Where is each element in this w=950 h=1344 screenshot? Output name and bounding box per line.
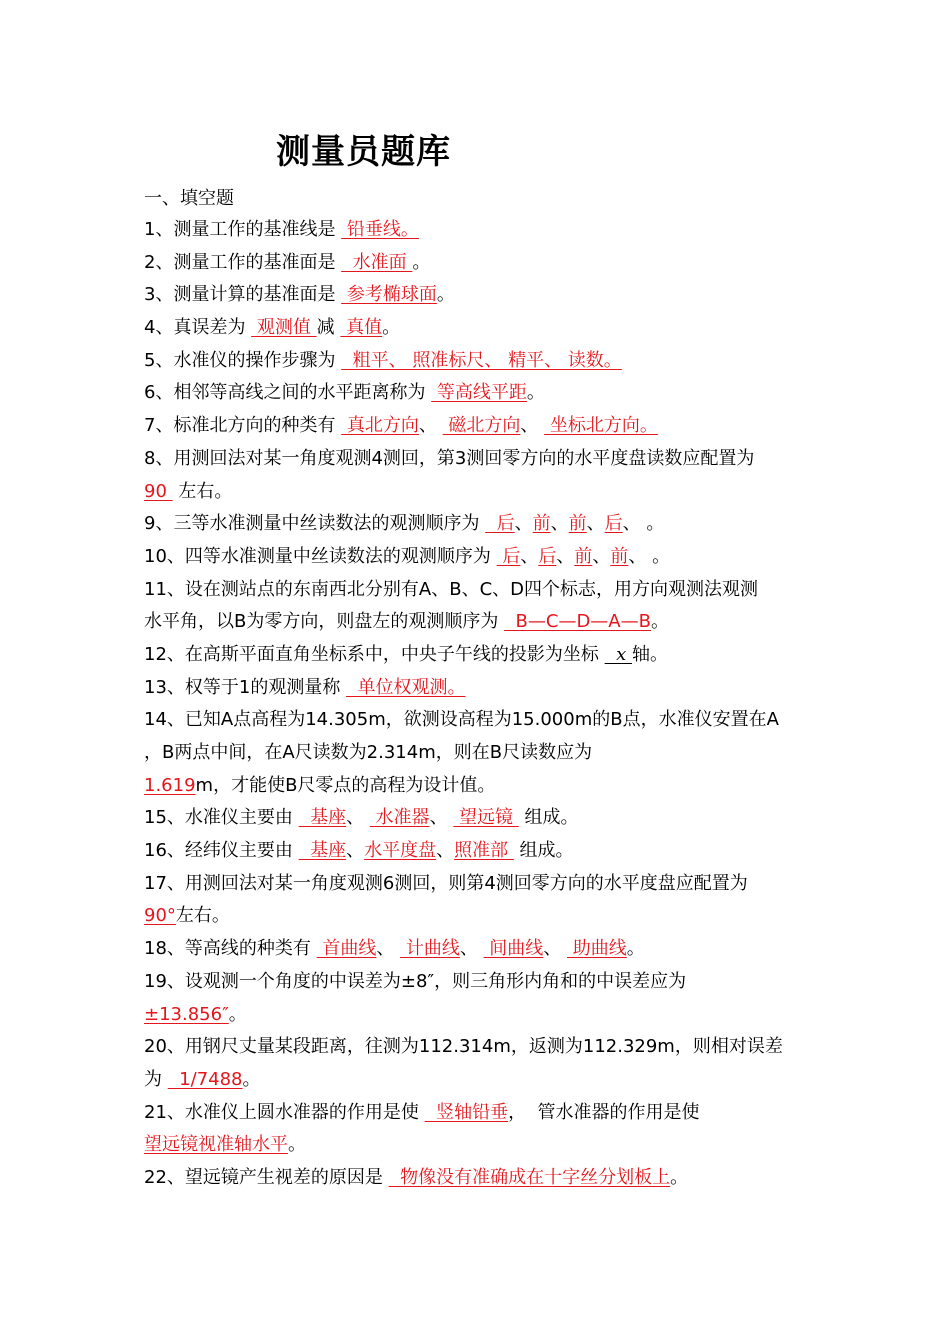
question-text: 、 [556,545,575,567]
question-text: 、 [520,545,539,567]
question-text: 、 [459,938,484,960]
answer-text: 助曲线 [567,938,627,960]
question-text: 、 [543,938,568,960]
question-text: 18、等高线的种类有 [144,938,317,960]
question-text: 12、在高斯平面直角坐标系中，中央子午线的投影为坐标 [144,643,605,665]
question-text: 、 [514,513,533,535]
answer-text: ±13.856″ [144,1003,229,1025]
variable-x: x [604,643,632,665]
question-text: 3、测量计算的基准面是 [144,284,342,306]
answer-text: 竖轴铅垂 [424,1101,509,1123]
question-text: ， 管水准器的作用是使 [508,1101,700,1123]
question-text: 、 [550,513,569,535]
question-line [144,541,844,574]
question-text: 6、相邻等高线之间的水平距离称为 [144,382,432,404]
question-text: 4、真误差为 [144,317,252,339]
question-text: 15、水准仪主要由 [144,807,299,829]
answer-text: 后 [604,513,623,535]
question-text: 、 [520,415,545,437]
question-text: 。 [526,382,545,404]
question-text: 。 [626,938,645,960]
answer-text: 望远镜视准轴水平 [144,1134,288,1156]
question-line [144,279,844,312]
answer-text: 水平度盘 [364,840,437,862]
answer-text: 1.619 [144,774,196,796]
answer-text: 照准部 [454,840,514,862]
question-line [144,1129,844,1162]
question-line [144,966,844,999]
question-text: 1、测量工作的基准线是 [144,219,342,240]
question-text: 水平角，以B为零方向，则盘左的观测顺序为 [144,611,505,633]
question-line [144,377,844,410]
question-line [144,1064,844,1097]
question-line [144,1097,844,1130]
question-text: 19、设观测一个角度的中误差为±8″，则三角形内角和的中误差应为 [144,970,687,992]
question-text: 轴。 [631,643,668,665]
question-text: 、 [592,545,611,567]
answer-text: 1/7488 [167,1068,243,1090]
question-line [144,574,844,607]
answer-text: 前 [610,545,629,567]
question-line [144,476,844,509]
question-text: 左右。 [175,905,230,927]
question-text: 22、望远镜产生视差的原因是 [144,1166,389,1188]
question-text: 、 [586,513,605,535]
answer-text: 基座 [298,840,347,862]
answer-text: 等高线平距 [431,382,527,404]
question-text: ，B两点中间，在A尺读数为2.314m，则在B尺读数应为 [144,742,593,763]
question-text: 、 [429,807,454,829]
question-text: 、 [376,938,401,960]
question-line [144,802,844,835]
question-line [144,1162,844,1195]
question-text: m，才能使B尺零点的高程为设计值。 [195,774,496,796]
answer-text: 基座 [298,807,347,829]
answer-text: 单位权观测。 [346,676,466,698]
question-text: 5、水准仪的操作步骤为 [144,349,342,371]
answer-text: 间曲线 [483,938,544,960]
question-text: 。 [650,611,669,633]
question-text: 7、标准北方向的种类有 [144,415,342,437]
answer-text: 水准面 [341,251,413,273]
page-title: 测量员题库 [276,132,451,172]
question-text: 左右。 [172,480,233,502]
question-line [144,508,844,541]
question-text: 8、用测回法对某一角度观测4测回，第3测回零方向的水平度盘读数应配置为 [144,447,755,469]
answer-text: 真北方向 [341,415,419,437]
question-text: 。 [670,1166,689,1188]
question-text: 组成。 [513,840,574,862]
question-line [144,312,844,345]
question-text: 16、经纬仪主要由 [144,840,299,862]
answer-text: 坐标北方向。 [544,415,658,437]
question-text: 、 [418,415,443,437]
question-text: 2、测量工作的基准面是 [144,251,342,273]
question-line [144,1031,844,1064]
answer-text: 磁北方向 [442,415,521,437]
answer-text: 物像没有准确成在十字丝分划板上 [388,1166,671,1188]
question-line [144,900,844,933]
answer-text: 铅垂线。 [341,219,419,240]
question-line [144,345,844,378]
answer-text: 真值 [340,317,383,339]
answer-text: 水准器 [369,807,430,829]
question-text: 13、权等于1的观测量称 [144,676,347,698]
answer-text: 首曲线 [316,938,377,960]
question-line [144,704,844,737]
question-line [144,214,844,247]
question-text: 21、水准仪上圆水准器的作用是使 [144,1101,425,1123]
question-text: 。 [242,1068,261,1090]
answer-text: 90 [144,480,173,502]
question-line [144,868,844,901]
answer-text: 观测值 [251,317,317,339]
question-line [144,933,844,966]
question-line [144,410,844,443]
question-text: 。 [436,284,455,306]
question-line [144,443,844,476]
question-text: 17、用测回法对某一角度观测6测回，则第4测回零方向的水平度盘应配置为 [144,872,748,894]
answer-text: 前 [532,513,551,535]
question-text: 、 。 [628,545,671,567]
question-text: 为 [144,1068,168,1090]
question-list [144,214,844,1195]
question-text: 、 [346,840,365,862]
question-text: 11、设在测站点的东南西北分别有A、B、C、D四个标志，用方向观测法观测 [144,578,758,600]
question-line [144,999,844,1032]
answer-text: 后 [485,513,515,535]
section-heading: 一、填空题 [144,188,234,209]
question-text: 。 [288,1134,306,1156]
question-text: 。 [382,317,401,339]
question-line [144,737,844,770]
question-text: 14、已知A点高程为14.305m，欲测设高程为15.000m的B点，水准仪安置在A [144,709,779,731]
question-line [144,639,844,672]
answer-text: 90° [144,905,176,927]
question-text: 20、用钢尺丈量某段距离，往测为112.314m，返测为112.329m，则相对误差 [144,1036,783,1058]
answer-text: 粗平、 照准标尺、 精平、 读数。 [341,349,622,371]
question-text: 。 [228,1003,247,1025]
question-line [144,770,844,803]
question-text: 。 [412,251,431,273]
question-text: 9、三等水准测量中丝读数法的观测顺序为 [144,513,486,535]
answer-text: 参考椭球面 [341,284,437,306]
question-line [144,835,844,868]
answer-text: 后 [538,545,557,567]
question-line [144,247,844,280]
question-text: 组成。 [518,807,579,829]
question-text: 减 [316,317,341,339]
question-line [144,672,844,705]
answer-text: B—C—D—A—B [504,611,651,633]
question-line [144,606,844,639]
question-text: 10、四等水准测量中丝读数法的观测顺序为 [144,545,497,567]
answer-text: 前 [574,545,593,567]
question-text: 、 。 [622,513,665,535]
answer-text: 前 [568,513,587,535]
question-text: 、 [436,840,455,862]
answer-text: 后 [496,545,521,567]
answer-text: 望远镜 [453,807,519,829]
answer-text: 计曲线 [400,938,460,960]
question-text: 、 [346,807,370,829]
